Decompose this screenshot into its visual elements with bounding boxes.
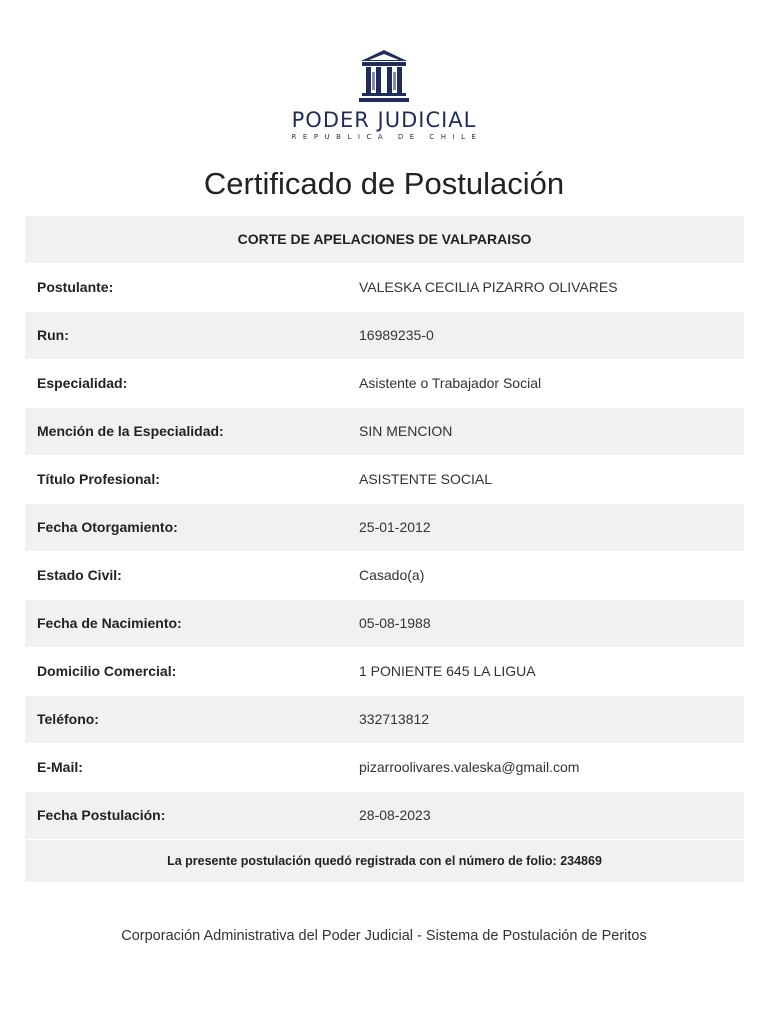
table-row	[25, 744, 744, 792]
folio-row	[25, 840, 744, 883]
field-label: Teléfono:	[25, 696, 347, 744]
table-row	[25, 456, 744, 504]
table-row	[25, 504, 744, 552]
field-label: Especialidad:	[25, 360, 347, 408]
field-label: Domicilio Comercial:	[25, 648, 347, 696]
table-row	[25, 648, 744, 696]
table-row	[25, 696, 744, 744]
field-value: 16989235-0	[347, 312, 744, 360]
table-row	[25, 552, 744, 600]
field-label: Postulante:	[25, 264, 347, 312]
logo-subtitle: REPUBLICA DE CHILE	[291, 133, 483, 141]
page-title: Certificado de Postulación	[203, 166, 565, 201]
court-header-row	[25, 216, 744, 264]
field-value: 1 PONIENTE 645 LA LIGUA	[347, 648, 744, 696]
field-value: 05-08-1988	[347, 600, 744, 648]
field-label: Fecha de Nacimiento:	[25, 600, 347, 648]
field-value: 28-08-2023	[347, 792, 744, 840]
table-row	[25, 264, 744, 312]
field-value: SIN MENCION	[347, 408, 744, 456]
field-label: Mención de la Especialidad:	[25, 408, 347, 456]
logo-title: PODER JUDICIAL	[291, 108, 477, 132]
field-value: ASISTENTE SOCIAL	[347, 456, 744, 504]
poder-judicial-logo	[0, 48, 768, 142]
field-label: Run:	[25, 312, 347, 360]
footer-text: Corporación Administrativa del Poder Judicial - Sistema de Postulación de Peritos	[121, 928, 647, 944]
table-row	[25, 312, 744, 360]
table-row	[25, 408, 744, 456]
table-row	[25, 792, 744, 840]
field-label: Fecha Postulación:	[25, 792, 347, 840]
field-value: Asistente o Trabajador Social	[347, 360, 744, 408]
certificate-table	[25, 216, 744, 883]
field-value: VALESKA CECILIA PIZARRO OLIVARES	[347, 264, 744, 312]
table-row	[25, 360, 744, 408]
field-label: E-Mail:	[25, 744, 347, 792]
field-value: 332713812	[347, 696, 744, 744]
field-label: Fecha Otorgamiento:	[25, 504, 347, 552]
court-name: CORTE DE APELACIONES DE VALPARAISO	[25, 216, 744, 264]
courthouse-icon	[359, 48, 409, 104]
table-row	[25, 600, 744, 648]
field-value: 25-01-2012	[347, 504, 744, 552]
field-label: Título Profesional:	[25, 456, 347, 504]
field-label: Estado Civil:	[25, 552, 347, 600]
field-value: Casado(a)	[347, 552, 744, 600]
folio-note: La presente postulación quedó registrada con el número de folio: 234869	[25, 840, 744, 883]
field-value: pizarroolivares.valeska@gmail.com	[347, 744, 744, 792]
